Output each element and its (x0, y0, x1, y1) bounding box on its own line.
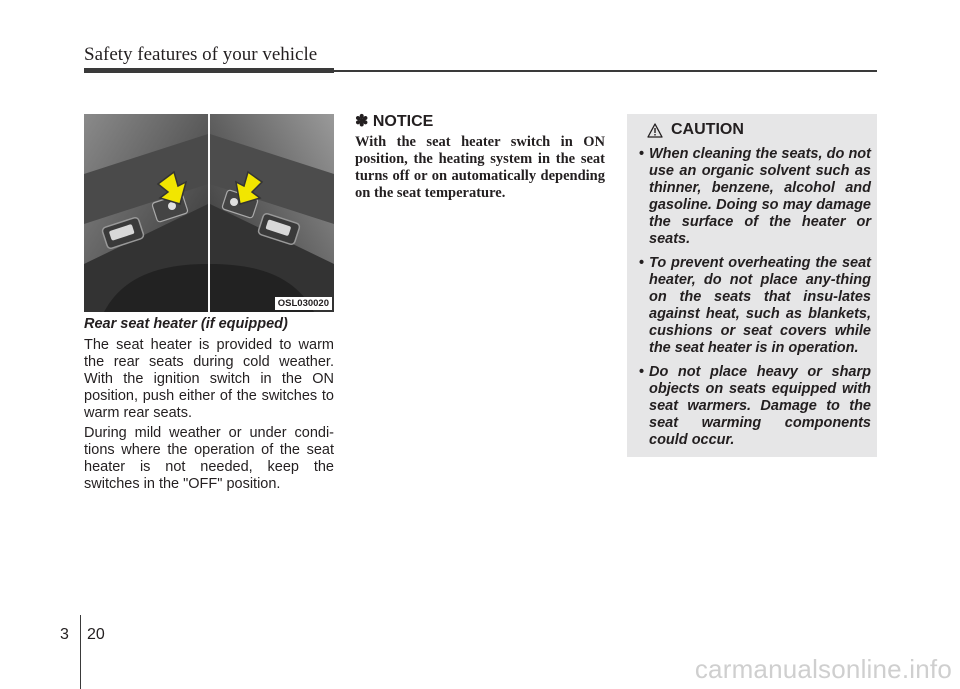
rear-seat-heater-photo (84, 114, 334, 312)
header-rule-thin (334, 70, 877, 72)
notice-body: With the seat heater switch in ON position, the heating system in the seat turns off or on automatically depending on the seat temperature. (355, 134, 605, 201)
watermark: carmanualsonline.info (694, 654, 952, 684)
caution-box (627, 114, 877, 457)
page-header-title: Safety features of your vehicle (84, 44, 318, 65)
notice-symbol-icon: ✽ (355, 113, 369, 130)
page-number: 20 (87, 626, 105, 643)
paragraph: The seat heater is provided to warm the rear seats during cold weather. With the ignition switch in the ON position, push either of the switches to warm rear seats. (84, 337, 334, 421)
caution-item: • To prevent overheating the seat heater, do not place any-thing on the seats that insu-lates against heat, such as blankets, cushions or seat covers while the seat heater is in operation. (633, 255, 871, 357)
notice-title: NOTICE (372, 113, 434, 130)
caution-item: • When cleaning the seats, do not use an organic solvent such as thinner, benzene, alcohol and gasoline. Doing so may damage the surface of the heater or seats. (633, 146, 871, 248)
caution-title: CAUTION (671, 121, 744, 138)
paragraph: During mild weather or under condi-tions where the operation of the seat heater is not needed, keep the switches in the "OFF" position. (84, 425, 334, 492)
section-heading: Rear seat heater (if equipped) (84, 316, 288, 332)
header-rule (84, 68, 334, 73)
caution-header (647, 121, 744, 139)
warning-triangle-icon (647, 123, 663, 138)
caution-list (633, 146, 871, 456)
figure-code: OSL030020 (275, 297, 332, 310)
notice-heading (355, 111, 433, 131)
door-panel-illustration (84, 114, 334, 312)
caution-item: • Do not place heavy or sharp objects on seats equipped with seat warmers. Damage to the seat warming components could occur. (633, 364, 871, 449)
footer-rule (80, 615, 81, 689)
chapter-number: 3 (60, 626, 69, 643)
